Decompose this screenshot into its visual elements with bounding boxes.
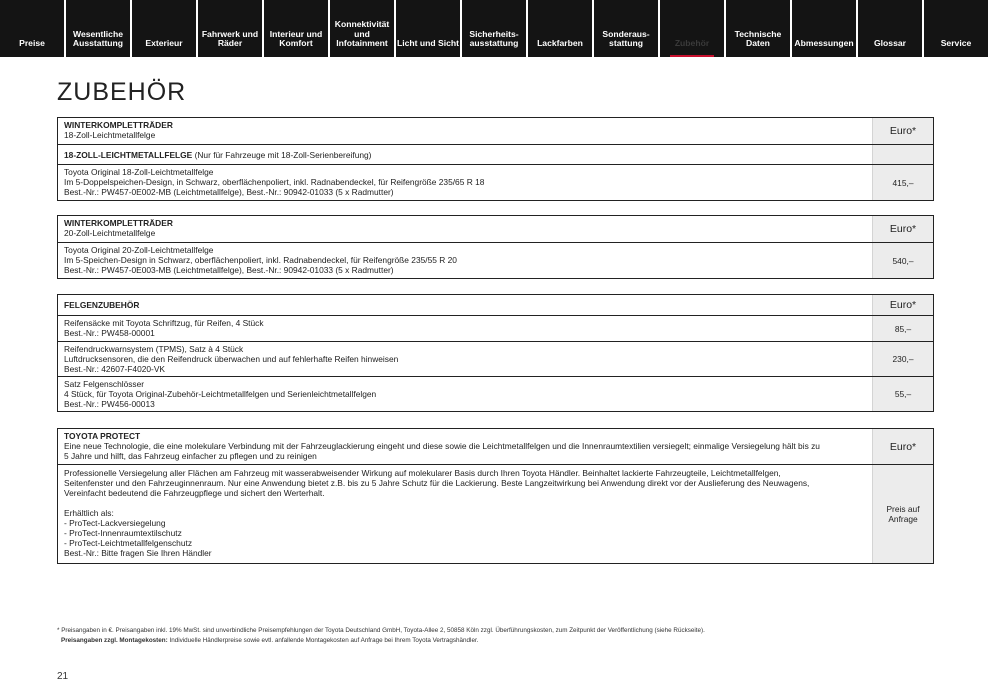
price-on-request: Preis auf bbox=[886, 504, 920, 514]
section-subtitle: 20-Zoll-Leichtmetallfelge bbox=[64, 228, 156, 238]
nav-tab-interieur[interactable] bbox=[264, 0, 328, 57]
item-title: Reifensäcke mit Toyota Schriftzug, für Reifen, 4 Stück bbox=[64, 318, 264, 328]
nav-tab-fahrwerk[interactable] bbox=[198, 0, 262, 57]
price-column-header: Euro* bbox=[872, 295, 933, 315]
item-description bbox=[58, 342, 872, 376]
table-row bbox=[58, 242, 933, 278]
price-column-header: Euro* bbox=[872, 216, 933, 242]
item-price bbox=[872, 465, 933, 563]
nav-tab-label: Wesentliche Ausstattung bbox=[72, 28, 124, 49]
item-detail: Im 5-Speichen-Design in Schwarz, oberflächenpoliert, inkl. Radnabendeckel, für Reifengröße 235/55 R 20 bbox=[64, 255, 457, 265]
page-title: ZUBEHÖR bbox=[57, 78, 187, 106]
availability-item: - ProTect-Leichtmetallfelgenschutz bbox=[64, 538, 193, 548]
table-row bbox=[58, 164, 933, 200]
item-order-number: Best.-Nr.: Bitte fragen Sie Ihren Händler bbox=[64, 548, 212, 558]
item-description bbox=[58, 165, 872, 200]
section-subtitle: 18-Zoll-Leichtmetallfelge bbox=[64, 130, 156, 140]
nav-tab-preise[interactable] bbox=[0, 0, 64, 57]
footnote-bold: Preisangaben zzgl. Montagekosten: bbox=[61, 637, 168, 644]
table-row bbox=[58, 464, 933, 563]
availability-title: Erhältlich als: bbox=[64, 508, 114, 518]
nav-tab-label: Fahrwerk und Räder bbox=[201, 28, 259, 49]
nav-tab-label: Lackfarben bbox=[537, 38, 583, 49]
table-header-row bbox=[58, 216, 933, 242]
item-title: Toyota Original 20-Zoll-Leichtmetallfelge bbox=[64, 245, 214, 255]
item-price: 85,– bbox=[872, 316, 933, 341]
item-detail: Seitenfenster und den Fahrzeuginnenraum. Nur eine Anwendung bietet z.B. bis zu 5 Jahre Schutz für die Lackierung. Beste Langzeitwirkung bei Anwendung direkt vor der Auslieferung des Neuwagens, bbox=[64, 478, 810, 488]
item-title: Reifendruckwarnsystem (TPMS), Satz à 4 Stück bbox=[64, 344, 244, 354]
page-number: 21 bbox=[57, 671, 69, 682]
table-row bbox=[58, 341, 933, 376]
item-order-number: Best.-Nr.: PW457-0E003-MB (Leichtmetallfelge), Best.-Nr.: 90942-01033 (5 x Radmutter) bbox=[64, 265, 394, 275]
availability-item: - ProTect-Lackversiegelung bbox=[64, 518, 166, 528]
table-felgenzubehoer bbox=[57, 294, 934, 412]
nav-tab-licht-sicht[interactable] bbox=[396, 0, 460, 57]
nav-tab-label: Glossar bbox=[873, 38, 906, 49]
item-detail: 4 Stück, für Toyota Original-Zubehör-Leichtmetallfelgen und Serienleichtmetallfelgen bbox=[64, 389, 377, 399]
nav-tab-glossar[interactable] bbox=[858, 0, 922, 57]
nav-tab-exterieur[interactable] bbox=[132, 0, 196, 57]
table-row bbox=[58, 376, 933, 411]
nav-tab-konnektivitaet[interactable] bbox=[330, 0, 394, 57]
table-row bbox=[58, 315, 933, 341]
nav-tab-sonderausstattung[interactable] bbox=[594, 0, 658, 57]
nav-tab-label: Sonderaus-stattung bbox=[602, 28, 650, 49]
nav-tab-label: Zubehör bbox=[674, 38, 710, 49]
nav-tab-label: Licht und Sicht bbox=[396, 38, 460, 49]
nav-tab-wesentliche-ausstattung[interactable] bbox=[66, 0, 130, 57]
item-price: 55,– bbox=[872, 377, 933, 411]
item-detail: Im 5-Doppelspeichen-Design, in Schwarz, oberflächenpoliert, inkl. Radnabendeckel, für Reifengröße 235/65 R 18 bbox=[64, 177, 485, 187]
section-title: TOYOTA PROTECT bbox=[64, 431, 141, 441]
nav-tab-label: Interieur und Komfort bbox=[269, 28, 323, 49]
availability-item: - ProTect-Innenraumtextilschutz bbox=[64, 528, 182, 538]
nav-tab-label: Konnektivität und Infotainment bbox=[334, 19, 390, 49]
section-title: WINTERKOMPLETTRÄDER bbox=[64, 120, 173, 130]
item-price: 415,– bbox=[872, 165, 933, 200]
table-header bbox=[58, 295, 872, 315]
section-title: WINTERKOMPLETTRÄDER bbox=[64, 218, 173, 228]
footnote-rest: Individuelle Händlerpreise sowie evtl. anfallende Montagekosten auf Anfrage bei Ihrem Toyota Vertragshändler. bbox=[167, 637, 479, 644]
nav-tab-sicherheitsausstattung[interactable] bbox=[462, 0, 526, 57]
footnote-line bbox=[57, 636, 937, 646]
item-detail: Vereinfacht bedeutend die Fahrzeugpflege und sichert den Werterhalt. bbox=[64, 488, 325, 498]
price-column-header: Euro* bbox=[872, 118, 933, 144]
item-title: Satz Felgenschlösser bbox=[64, 379, 145, 389]
nav-tab-label: Service bbox=[940, 38, 972, 49]
price-column-header: Euro* bbox=[872, 429, 933, 464]
price-on-request-cont: Anfrage bbox=[888, 514, 918, 524]
nav-tab-label: Sicherheits-ausstattung bbox=[469, 28, 519, 49]
footnote-line: * Preisangaben in €. Preisangaben inkl. 19% MwSt. sind unverbindliche Preisempfehlungen der Toyota Deutschland GmbH, Toyota-Allee 2, 50858 Köln zzgl. Überführungskosten, zum Zeitpunkt der Veröffentlichung (siehe Rückseite). bbox=[57, 627, 705, 634]
table-header bbox=[58, 216, 872, 242]
nav-tab-zubehoer[interactable] bbox=[660, 0, 724, 57]
price-cell-empty bbox=[872, 145, 933, 164]
item-description bbox=[58, 465, 872, 563]
nav-tab-service[interactable] bbox=[924, 0, 988, 57]
nav-tab-label: Exterieur bbox=[145, 38, 183, 49]
item-order-number: Best.-Nr.: PW456-00013 bbox=[64, 399, 155, 409]
table-toyota-protect bbox=[57, 428, 934, 564]
section-description-cont: 5 Jahre und hilft, das Fahrzeug einfacher zu pflegen und zu reinigen bbox=[64, 451, 317, 461]
table-winterkompletträder-20 bbox=[57, 215, 934, 279]
item-order-number: Best.-Nr.: PW457-0E002-MB (Leichtmetallfelge), Best.-Nr.: 90942-01033 (5 x Radmutter) bbox=[64, 187, 394, 197]
item-price: 540,– bbox=[872, 243, 933, 278]
section-title: FELGENZUBEHÖR bbox=[64, 300, 140, 310]
nav-tab-label: Technische Daten bbox=[734, 28, 782, 49]
subheader-note: (Nur für Fahrzeuge mit 18-Zoll-Serienbereifung) bbox=[194, 149, 372, 160]
table-header-row bbox=[58, 118, 933, 144]
nav-tab-label: Abmessungen bbox=[794, 38, 854, 49]
item-detail: Professionelle Versiegelung aller Flächen am Fahrzeug mit wasserabweisender Wirkung auf molekularer Basis durch Ihren Toyota Händler. Beinhaltet lackierte Fahrzeugteile, Leichtmetallfelgen, bbox=[64, 468, 781, 478]
item-detail: Luftdrucksensoren, die den Reifendruck überwachen und auf fehlerhafte Reifen hinweisen bbox=[64, 354, 399, 364]
nav-tab-lackfarben[interactable] bbox=[528, 0, 592, 57]
nav-tab-technische-daten[interactable] bbox=[726, 0, 790, 57]
footnote bbox=[57, 626, 937, 646]
spacer bbox=[64, 498, 866, 508]
table-winterkompletträder-18 bbox=[57, 117, 934, 201]
nav-tab-abmessungen[interactable] bbox=[792, 0, 856, 57]
table-header-row bbox=[58, 295, 933, 315]
table-header bbox=[58, 118, 872, 144]
item-title: Toyota Original 18-Zoll-Leichtmetallfelge bbox=[64, 167, 214, 177]
item-description bbox=[58, 243, 872, 278]
top-navigation bbox=[0, 0, 990, 57]
item-order-number: Best.-Nr.: PW458-00001 bbox=[64, 328, 155, 338]
table-header-row bbox=[58, 429, 933, 464]
nav-tab-label: Preise bbox=[19, 38, 45, 49]
section-description: Eine neue Technologie, die eine molekulare Verbindung mit der Fahrzeuglackierung eingeht und diese sowie die Leichtmetallfelgen und die Innenraumtextilien versiegelt; einmalige Versiegelung hält bis zu bbox=[64, 441, 820, 451]
item-description bbox=[58, 316, 872, 341]
item-price: 230,– bbox=[872, 342, 933, 376]
table-header bbox=[58, 429, 872, 464]
item-description bbox=[58, 377, 872, 411]
subheader-cell bbox=[58, 145, 872, 164]
item-order-number: Best.-Nr.: 42607-F4020-VK bbox=[64, 364, 166, 374]
subheader-title: 18-ZOLL-LEICHTMETALLFELGE bbox=[64, 149, 193, 160]
table-subheader-row bbox=[58, 144, 933, 164]
